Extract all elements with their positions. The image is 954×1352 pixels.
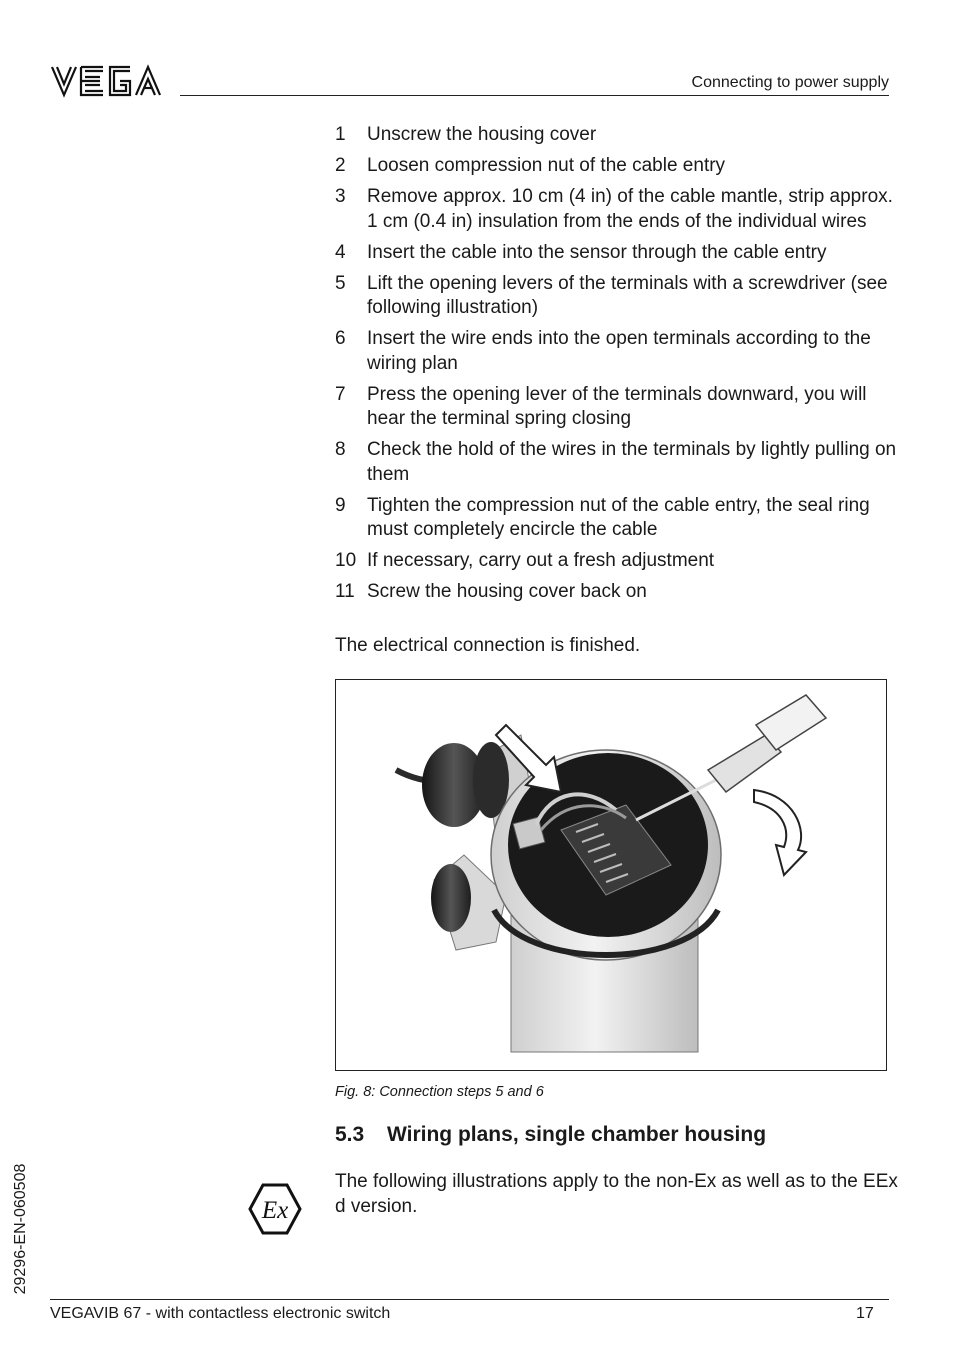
header-rule xyxy=(180,95,889,96)
header-section-title: Connecting to power supply xyxy=(691,74,889,91)
figure-caption: Fig. 8: Connection steps 5 and 6 xyxy=(335,1084,544,1100)
step-text: If necessary, carry out a fresh adjustment xyxy=(367,550,715,571)
step-text: Loosen compression nut of the cable entry xyxy=(367,155,726,176)
step-number: 3 xyxy=(335,186,346,207)
step-item xyxy=(335,383,905,432)
ex-mark-text: Ex xyxy=(261,1197,289,1224)
document-id: 29296-EN-060508 xyxy=(12,1163,29,1295)
ex-hexagon-icon xyxy=(247,1181,303,1237)
footer-product: VEGAVIB 67 - with contactless electronic switch xyxy=(50,1305,391,1322)
page-number: 17 xyxy=(856,1305,874,1322)
step-text: Lift the opening levers of the terminals with a screwdriver (see following illustration) xyxy=(367,272,888,318)
section-heading xyxy=(335,1123,766,1147)
step-text: Tighten the compression nut of the cable entry, the seal ring must completely encircle the cable xyxy=(367,494,870,540)
step-item xyxy=(335,580,905,605)
step-item xyxy=(335,154,905,179)
section-intro: The following illustrations apply to the non-Ex as well as to the EEx d version. xyxy=(335,1171,898,1217)
step-item xyxy=(335,494,905,543)
figure-frame xyxy=(335,679,887,1071)
step-item xyxy=(335,123,905,148)
step-number: 11 xyxy=(335,581,355,602)
step-text: Insert the cable into the sensor through the cable entry xyxy=(367,241,827,263)
step-number: 2 xyxy=(335,155,346,176)
step-text: Press the opening lever of the terminals downward, you will hear the terminal spring closing xyxy=(367,383,867,429)
step-text: Screw the housing cover back on xyxy=(367,581,647,602)
step-text: Check the hold of the wires in the terminals by lightly pulling on them xyxy=(367,439,897,485)
step-text: Remove approx. 10 cm (4 in) of the cable mantle, strip approx. 1 cm (0.4 in) insulation from the ends of the individual wires xyxy=(367,186,893,232)
step-number: 9 xyxy=(335,494,346,516)
step-item xyxy=(335,549,905,574)
step-item xyxy=(335,327,905,376)
step-number: 7 xyxy=(335,383,346,405)
instruction-steps xyxy=(335,123,905,611)
section-number: 5.3 xyxy=(335,1123,365,1146)
step-item xyxy=(335,272,905,321)
step-number: 1 xyxy=(335,124,346,145)
step-number: 5 xyxy=(335,272,346,294)
footer-rule xyxy=(50,1299,889,1300)
step-text: Unscrew the housing cover xyxy=(367,124,597,145)
housing-illustration xyxy=(336,680,886,1070)
section-title: Wiring plans, single chamber housing xyxy=(387,1123,767,1146)
lower-cable-gland xyxy=(431,864,471,932)
step-number: 8 xyxy=(335,439,346,460)
step-number: 10 xyxy=(335,550,357,571)
step-number: 6 xyxy=(335,328,346,349)
document-id-label xyxy=(0,1155,42,1303)
step-number: 4 xyxy=(335,241,346,263)
rotate-arrow-icon xyxy=(754,790,806,875)
conclusion-text: The electrical connection is finished. xyxy=(335,635,641,656)
vega-logo xyxy=(50,64,168,98)
step-text: Insert the wire ends into the open terminals according to the wiring plan xyxy=(367,328,871,374)
step-item xyxy=(335,241,905,266)
step-item xyxy=(335,185,905,234)
step-item xyxy=(335,438,905,487)
